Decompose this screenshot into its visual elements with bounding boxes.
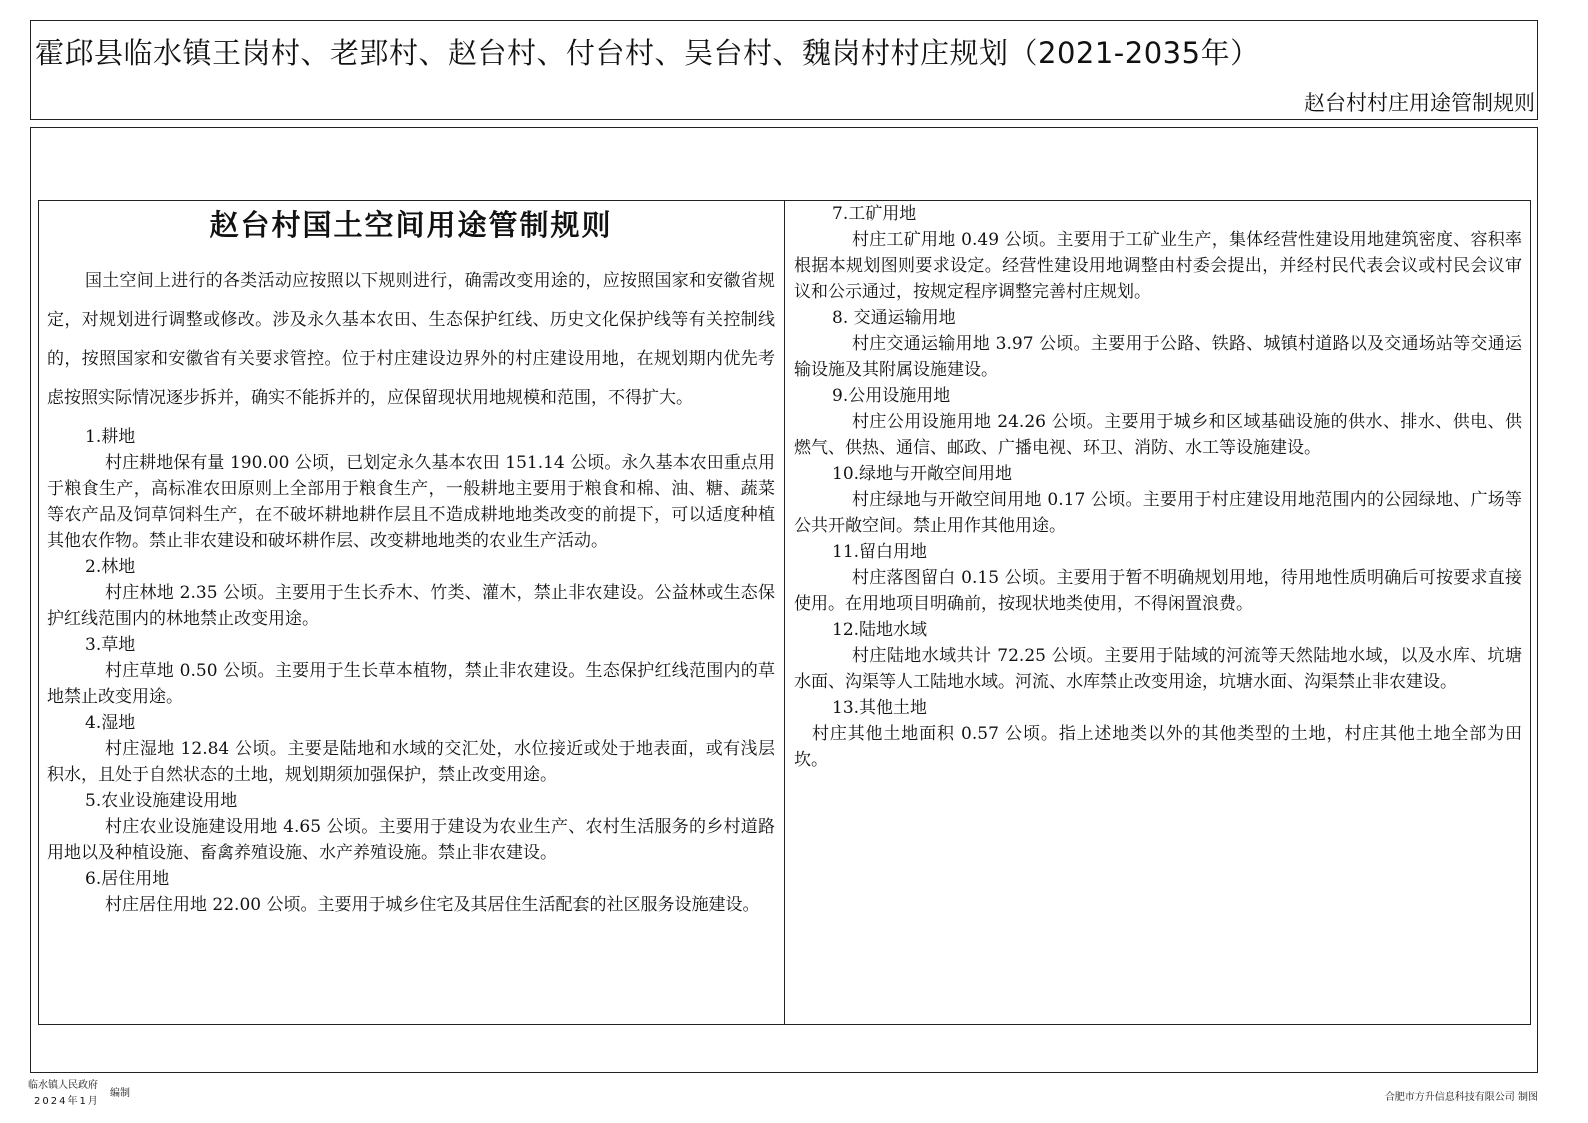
right-column (794, 201, 1522, 773)
footer-date: 2024年1月 (34, 1096, 100, 1107)
rule-section-body: 村庄草地 0.50 公顷。主要用于生长草本植物，禁止非农建设。生态保护红线范围内的草地禁止改变用途。 (47, 661, 775, 707)
plan-title: 霍邱县临水镇王岗村、老郢村、赵台村、付台村、吴台村、魏岗村村庄规划（2021-2035年） (35, 36, 1260, 70)
rule-section-body: 村庄工矿用地 0.49 公顷。主要用于工矿业生产，集体经营性建设用地建筑密度、容积率根据本规划图则要求设定。经营性建设用地调整由村委会提出，并经村民代表会议或村民会议审议和公示通过，按规定程序调整完善村庄规划。 (794, 230, 1522, 302)
column-divider (784, 201, 785, 1024)
rule-section (47, 424, 775, 554)
rule-section (794, 201, 1522, 305)
footer-producer: 合肥市方升信息科技有限公司 制图 (1384, 1092, 1538, 1103)
rule-section-body: 村庄落图留白 0.15 公顷。主要用于暂不明确规划用地，待用地性质明确后可按要求直接使用。在用地项目明确前，按现状地类使用，不得闲置浪费。 (794, 568, 1522, 614)
rule-section-heading: 13.其他土地 (832, 698, 928, 718)
rule-section-body: 村庄其他土地面积 0.57 公顷。指上述地类以外的其他类型的土地，村庄其他土地全部为田坎。 (794, 724, 1522, 770)
rule-section (47, 866, 775, 918)
rule-section-body: 村庄耕地保有量 190.00 公顷，已划定永久基本农田 151.14 公顷。永久基本农田重点用于粮食生产，高标准农田原则上全部用于粮食生产，一般耕地主要用于粮食和棉、油、糖、蔬菜等农产品及饲草饲料生产，在不破坏耕地耕作层且不造成耕地地类改变的前提下，可以适度种植其他农作物。禁止非农建设和破坏耕作层、改变耕地地类的农业生产活动。 (47, 453, 775, 551)
rule-section-body: 村庄公用设施用地 24.26 公顷。主要用于城乡和区域基础设施的供水、排水、供电、供燃气、供热、通信、邮政、广播电视、环卫、消防、水工等设施建设。 (794, 412, 1522, 458)
header-frame (30, 20, 1538, 120)
rules-content-box (38, 200, 1531, 1025)
rule-section-heading: 2.林地 (85, 557, 136, 577)
rule-section-body: 村庄陆地水域共计 72.25 公顷。主要用于陆域的河流等天然陆地水域，以及水库、坑塘水面、沟渠等人工陆地水域。河流、水库禁止改变用途，坑塘水面、沟渠禁止非农建设。 (794, 646, 1522, 692)
footer-org-block (28, 1078, 130, 1110)
rule-section-body: 村庄居住用地 22.00 公顷。主要用于城乡住宅及其居住生活配套的社区服务设施建设。 (105, 895, 760, 915)
left-column (47, 201, 775, 918)
rule-section-heading: 11.留白用地 (832, 542, 928, 562)
rule-section-body: 村庄绿地与开敞空间用地 0.17 公顷。主要用于村庄建设用地范围内的公园绿地、广场等公共开敞空间。禁止用作其他用途。 (794, 490, 1522, 536)
rule-section-body: 村庄农业设施建设用地 4.65 公顷。主要用于建设为农业生产、农村生活服务的乡村道路用地以及种植设施、畜禽养殖设施、水产养殖设施。禁止非农建设。 (47, 817, 775, 863)
rule-section-heading: 10.绿地与开敞空间用地 (832, 464, 1013, 484)
rule-section (794, 617, 1522, 695)
rule-section-heading: 5.农业设施建设用地 (85, 791, 238, 811)
intro-paragraph: 国土空间上进行的各类活动应按照以下规则进行，确需改变用途的，应按照国家和安徽省规定，对规划进行调整或修改。涉及永久基本农田、生态保护红线、历史文化保护线等有关控制线的，按照国家和安徽省有关要求管控。位于村庄建设边界外的村庄建设用地，在规划期内优先考虑按照实际情况逐步拆并，确实不能拆并的，应保留现状用地规模和范围，不得扩大。 (47, 271, 775, 408)
rule-section (47, 632, 775, 710)
rule-section-heading: 1.耕地 (85, 427, 136, 447)
footer-org: 临水镇人民政府 (28, 1080, 98, 1091)
rule-section-heading: 7.工矿用地 (832, 204, 917, 224)
rule-section (47, 554, 775, 632)
rule-section-body: 村庄湿地 12.84 公顷。主要是陆地和水域的交汇处，水位接近或处于地表面，或有浅层积水，且处于自然状态的土地，规划期须加强保护，禁止改变用途。 (47, 739, 775, 785)
rule-section (47, 788, 775, 866)
rule-section-heading: 8. 交通运输用地 (832, 308, 956, 328)
rule-section-body: 村庄交通运输用地 3.97 公顷。主要用于公路、铁路、城镇村道路以及交通场站等交通运输设施及其附属设施建设。 (794, 334, 1522, 380)
rule-section-heading: 6.居住用地 (85, 869, 170, 889)
left-sections (47, 424, 775, 918)
document-title: 赵台村国土空间用途管制规则 (209, 208, 613, 242)
rule-section-heading: 4.湿地 (85, 713, 136, 733)
plan-subtitle: 赵台村村庄用途管制规则 (1304, 91, 1535, 115)
rule-section-heading: 3.草地 (85, 635, 136, 655)
rule-section-heading: 12.陆地水域 (832, 620, 928, 640)
rule-section (794, 305, 1522, 383)
right-sections (794, 201, 1522, 773)
rule-section-heading: 9.公用设施用地 (832, 386, 951, 406)
rule-section (794, 695, 1522, 773)
rule-section (794, 539, 1522, 617)
rule-section (794, 461, 1522, 539)
rule-section (794, 383, 1522, 461)
rule-section-body: 村庄林地 2.35 公顷。主要用于生长乔木、竹类、灌木，禁止非农建设。公益林或生态保护红线范围内的林地禁止改变用途。 (47, 583, 775, 629)
footer-made-label: 编制 (110, 1088, 130, 1099)
rule-section (47, 710, 775, 788)
